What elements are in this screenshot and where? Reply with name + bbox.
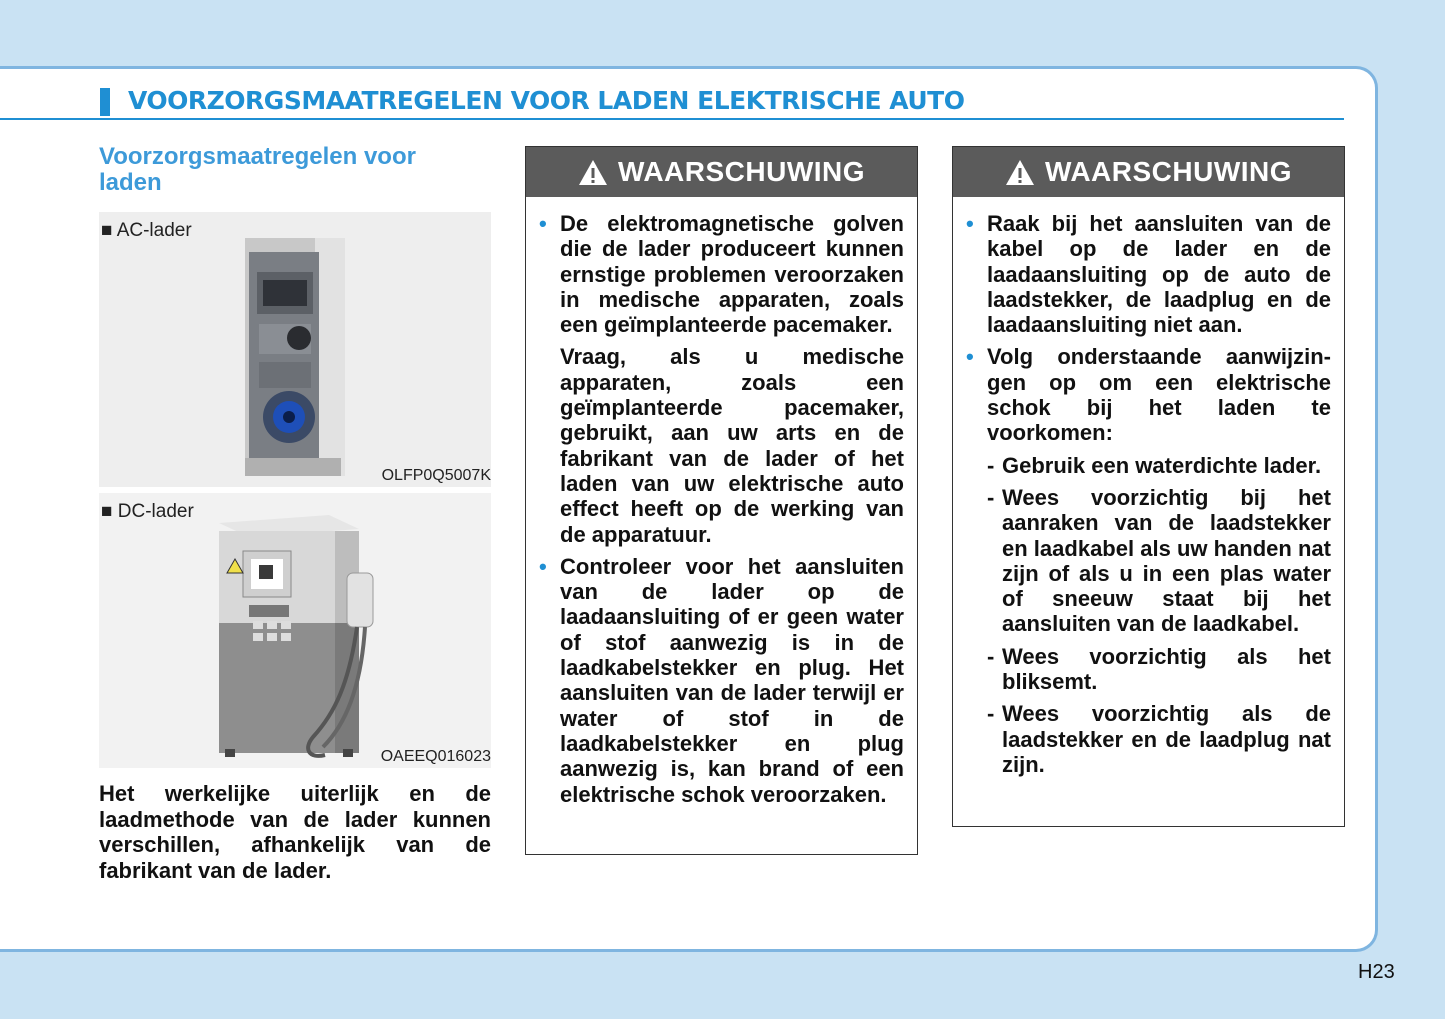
warning-2-sub-item-1-text: Gebruik een waterdichte lader. — [1002, 452, 1322, 478]
warning-2-sub-item-4-text: Wees voorzichtig als de laadstekker en de laadplug nat zijn. — [1002, 701, 1331, 777]
bullet-icon: • — [966, 344, 974, 370]
page-number: H23 — [1358, 961, 1395, 983]
warning-heading-1: WAARSCHUWING — [617, 156, 866, 187]
warning-2-sub-item-3-text: Wees voorzichtig als het bliksemt. — [1002, 643, 1331, 695]
dash-icon: - — [987, 643, 995, 669]
section-subheading: Voorzorgsmaatregelen voor laden — [99, 143, 416, 196]
warning-1-bullet-2-text: Controleer voor het aansluiten van de lader op de laadaansluiting of er geen water of stof aanwezig is in de laadkabelstekker en plug. Het aansluiten van de lader terwijl er water of stof in de laadkabelstekker en plug aanwezig is, kan brand of een elektrische schok veroorzaken. — [560, 553, 904, 807]
warning-2-sub-item-3 — [966, 644, 1331, 695]
dash-icon: - — [987, 701, 995, 727]
dc-charger-figure — [99, 493, 491, 768]
warning-2-bullet-1 — [966, 211, 1331, 337]
warning-1-bullet-1-text: De elektromagnetische golven die de lader produceert kunnen ernstige problemen veroorzaken in medische apparaten, zoals een geïmplanteerde pacemaker. — [560, 211, 904, 338]
page-title: VOORZORGSMAATREGELEN VOOR LADEN ELEKTRISCHE AUTO — [128, 86, 965, 115]
ac-charger-label: ■ AC-lader — [101, 220, 192, 241]
bullet-icon: • — [539, 553, 547, 579]
title-accent-bar — [100, 88, 110, 116]
warning-1-bullet-2 — [539, 554, 904, 807]
warning-box-2 — [952, 146, 1345, 827]
warning-heading-2: WAARSCHUWING — [1044, 156, 1293, 187]
ac-charger-figure — [99, 212, 491, 487]
dc-charger-illustration — [99, 493, 491, 768]
warning-triangle-icon — [578, 159, 608, 186]
title-divider — [0, 118, 1344, 120]
warning-2-sub-item-2-text: Wees voorzichtig bij het aanraken van de laadstekker en laadkabel als uw handen nat zijn of als u in een plas water of sneeuw staat bij het aansluiten van de laadkabel. — [1002, 484, 1331, 637]
ac-charger-code: OLFP0Q5007K — [381, 467, 491, 484]
dc-charger-label: ■ DC-lader — [101, 501, 194, 522]
warning-2-bullet-2-text: Volg onderstaande aanwijzin-gen op om een elektrische schok bij het laden te voorkomen: — [987, 344, 1331, 446]
warning-1-bullet-1-continued: Vraag, als u medische apparaten, zoals een geïmplanteerde pacemaker, gebruikt, aan uw arts en de fabrikant van de lader of het laden van uw elektrische auto effect heeft op de werking van de apparatuur. — [560, 344, 904, 547]
warning-1-bullet-1 — [539, 211, 904, 337]
warning-2-sub-item-4 — [966, 701, 1331, 777]
warning-2-sub-item-2 — [966, 485, 1331, 637]
dash-icon: - — [987, 484, 995, 510]
warning-triangle-icon — [1005, 159, 1035, 186]
dash-icon: - — [987, 452, 995, 478]
warning-2-sub-item-1 — [966, 453, 1331, 478]
dc-charger-code: OAEEQ016023 — [380, 748, 491, 765]
warning-box-1 — [525, 146, 918, 855]
warning-header-1 — [526, 147, 917, 197]
warning-header-2 — [953, 147, 1344, 197]
charger-appearance-note: Het werkelijke uiterlijk en de laadmethode van de lader kunnen verschillen, afhankelijk van de fabrikant van de lader. — [99, 781, 491, 883]
warning-2-bullet-2 — [966, 344, 1331, 445]
bullet-icon: • — [539, 211, 547, 236]
warning-2-bullet-1-text: Raak bij het aansluiten van de kabel op de lader en de laadaansluiting op de auto de laadstekker, de laadplug en de laadaansluiting niet aan. — [987, 211, 1331, 338]
bullet-icon: • — [966, 211, 974, 236]
ac-charger-illustration — [99, 212, 491, 487]
